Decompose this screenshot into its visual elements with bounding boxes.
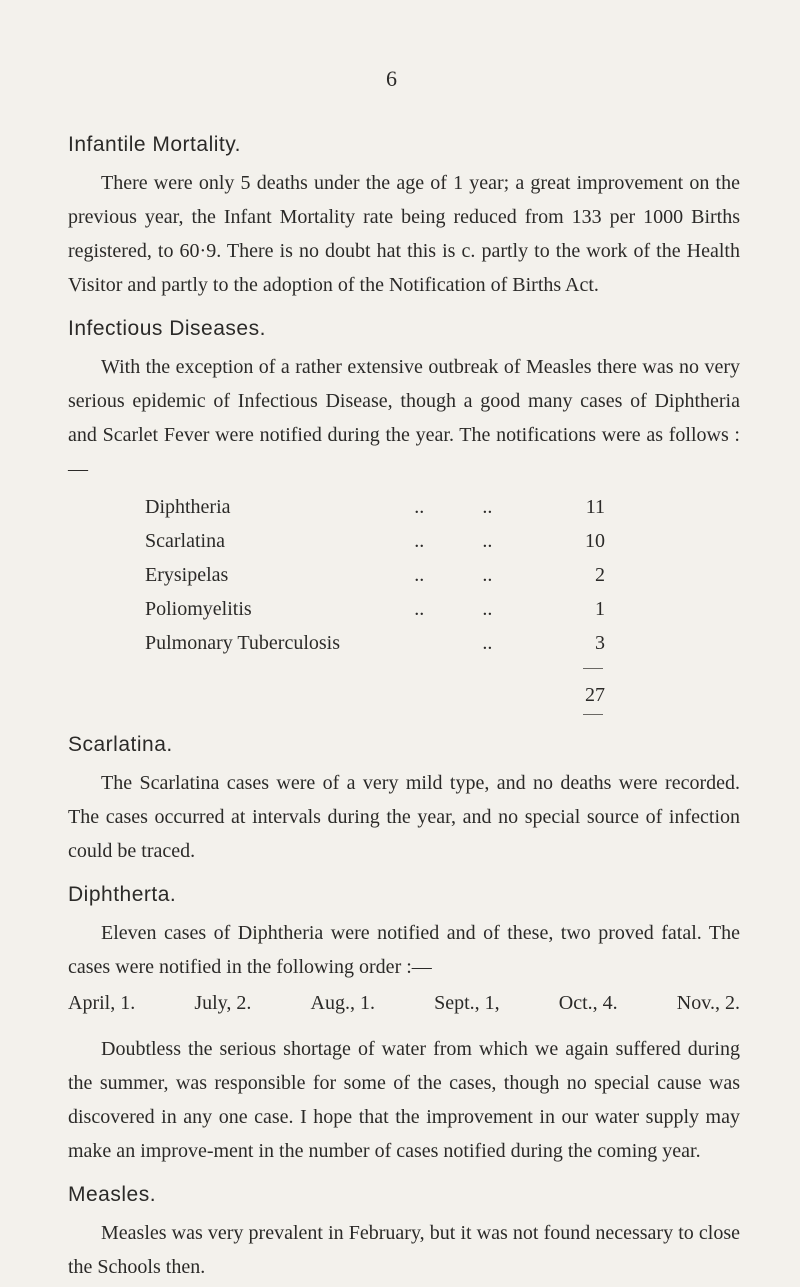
table-row [145,490,605,524]
leader-dots: .. [414,598,425,620]
month-entry: Aug., 1. [310,992,375,1014]
paragraph-diphtheria: Eleven cases of Diphtheria were notified and of these, two proved fatal. The cases were notified in the following order :— [68,922,740,978]
case-count: 11 [585,496,605,518]
leader-dots: .. [414,530,425,552]
monthly-notifications [68,986,740,1020]
rule-line [583,668,603,669]
leader-dots [414,626,482,660]
month-entry: April, 1. [68,992,136,1014]
month-entry: July, 2. [194,992,252,1014]
rule-line [583,714,603,715]
case-count: 1 [594,598,605,620]
month-entry: Sept., 1, [434,992,500,1014]
leader-dots: .. [414,496,425,518]
section-heading-infantile-mortality: Infantile Mortality. [68,133,242,156]
document-body [68,130,740,1284]
case-count: 2 [594,564,605,586]
table-row [145,592,605,626]
total-count: 27 [584,684,605,706]
sum-rule-bottom [145,712,605,730]
sum-rule-top [145,660,605,678]
disease-name: Diphtheria [145,496,231,518]
table-row [145,524,605,558]
paragraph-scarlatina: The Scarlatina cases were of a very mild type, and no deaths were recorded. The cases occurred at intervals during the year, and no special source of infection could be traced. [68,772,740,862]
month-entry: Nov., 2. [676,992,740,1014]
leader-dots: .. [482,632,493,654]
leader-dots: .. [482,564,493,586]
paragraph-infantile-mortality: There were only 5 deaths under the age of 1 year; a great improvement on the previous year, the Infant Mortality rate being reduced from 133 per 1000 Births registered, to 60·9. There is no doubt hat this is c. partly to the work of the Health Visitor and partly to the adoption of the Notification of Births Act. [68,172,740,296]
leader-dots: .. [482,530,493,552]
paragraph-infectious-diseases: With the exception of a rather extensive outbreak of Measles there was no very serious epidemic of Infectious Disease, though a good many cases of Diphtheria and Scarlet Fever were notified during the year. The notifications were as follows :— [68,356,740,480]
leader-dots: .. [414,564,425,586]
disease-name: Poliomyelitis [145,598,252,620]
section-heading-measles: Measles. [68,1183,157,1206]
disease-name: Scarlatina [145,530,225,552]
leader-dots: .. [482,496,493,518]
section-heading-diphtheria: Diphtherta. [68,883,177,906]
table-row [145,558,605,592]
paragraph-measles: Measles was very prevalent in February, but it was not found necessary to close the Schools then. [68,1222,740,1278]
case-count: 10 [584,530,605,552]
leader-dots: .. [482,598,493,620]
disease-name: Erysipelas [145,564,229,586]
notifications-table [145,490,605,730]
table-row [145,626,605,660]
page-number: 6 [386,66,397,91]
section-heading-infectious-diseases: Infectious Diseases. [68,317,266,340]
table-total-row [145,678,605,712]
case-count: 3 [594,632,605,654]
section-heading-scarlatina: Scarlatina. [68,733,173,756]
disease-name: Pulmonary Tuberculosis [145,632,341,654]
paragraph-diphtheria-water: Doubtless the serious shortage of water from which we again suffered during the summer, was responsible for some of the cases, though no special cause was discovered in any one case. I hope that the improvement in our water supply may make an improve-ment in the number of cases notified during the coming year. [68,1038,740,1162]
month-entry: Oct., 4. [558,992,618,1014]
